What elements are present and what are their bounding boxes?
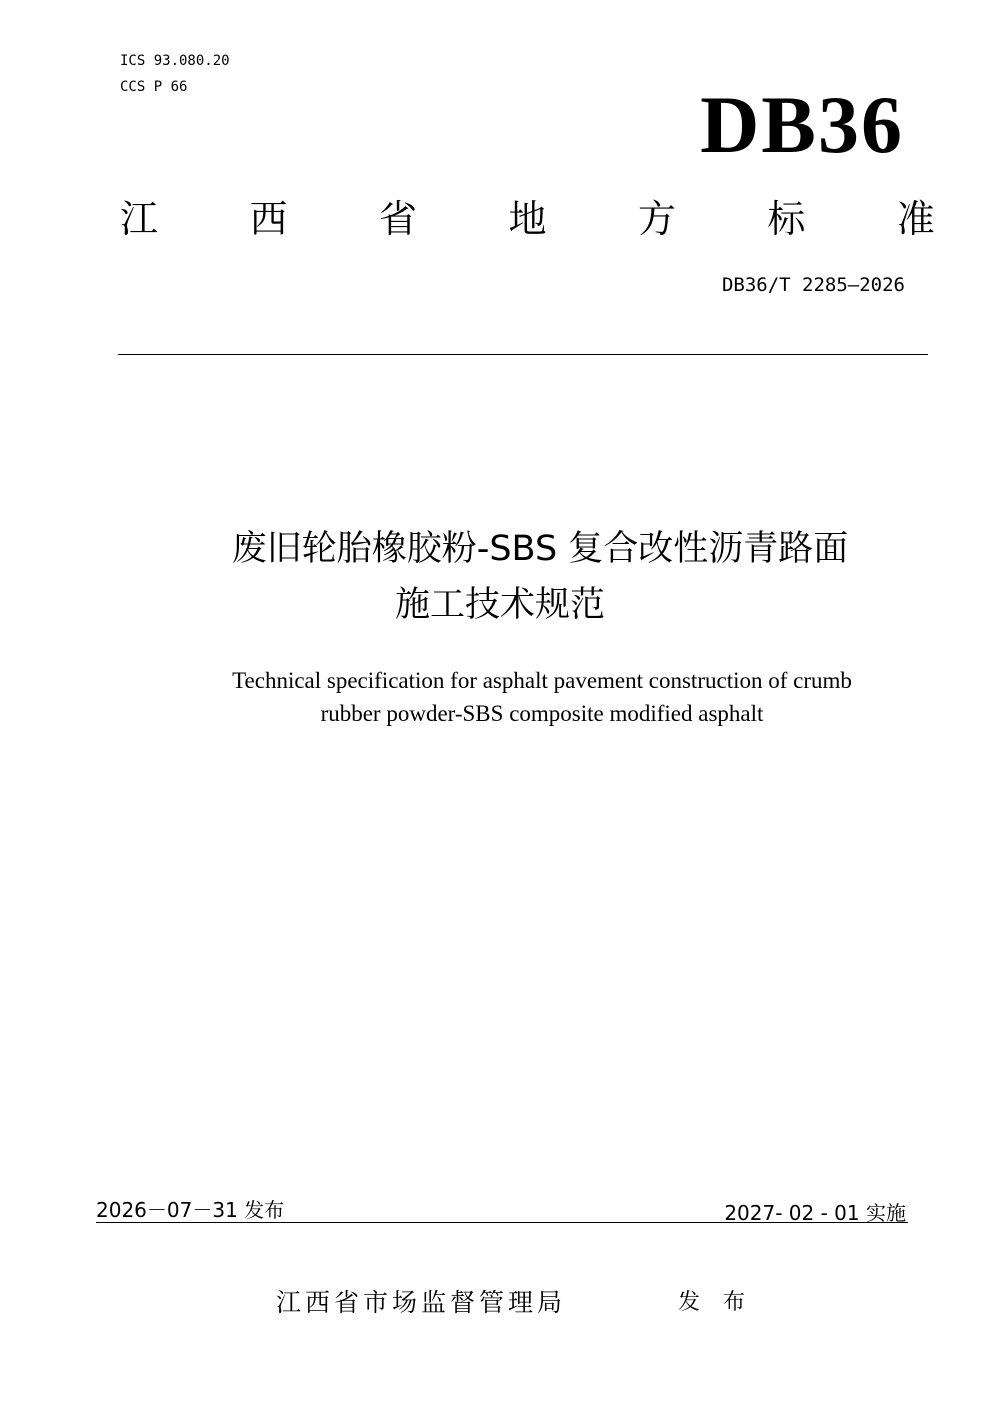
publisher-name: 江西省市场监督管理局	[276, 1288, 567, 1317]
ccs-code: CCS P 66	[120, 79, 188, 95]
standard-type-char: 方	[637, 197, 676, 241]
ics-code: ICS 93.080.20	[120, 53, 230, 69]
standard-type-char: 标	[767, 197, 806, 241]
standard-type-char: 西	[249, 197, 288, 241]
header-divider	[118, 354, 928, 355]
standard-type-char: 地	[508, 197, 547, 241]
standard-type-char: 省	[378, 197, 417, 241]
standard-logo: DB36	[700, 79, 904, 170]
issue-date: 2026－07－31 发布	[96, 1198, 285, 1222]
footer-divider	[96, 1222, 908, 1223]
standard-type-char: 江	[120, 197, 159, 241]
standard-type-char: 准	[896, 197, 935, 241]
standard-code: DB36/T 2285—2026	[721, 274, 905, 296]
standard-type-title	[120, 194, 935, 244]
chinese-title-line-2: 施工技术规范	[394, 585, 605, 625]
publish-label: 发 布	[678, 1290, 753, 1315]
chinese-title-line-1: 废旧轮胎橡胶粉-SBS 复合改性沥青路面	[231, 529, 849, 569]
effective-date: 2027- 02 - 01 实施	[724, 1201, 906, 1225]
english-title-line-2: rubber powder-SBS composite modified asphalt	[320, 701, 764, 726]
english-title-line-1: Technical specification for asphalt pavement construction of crumb	[232, 668, 852, 693]
